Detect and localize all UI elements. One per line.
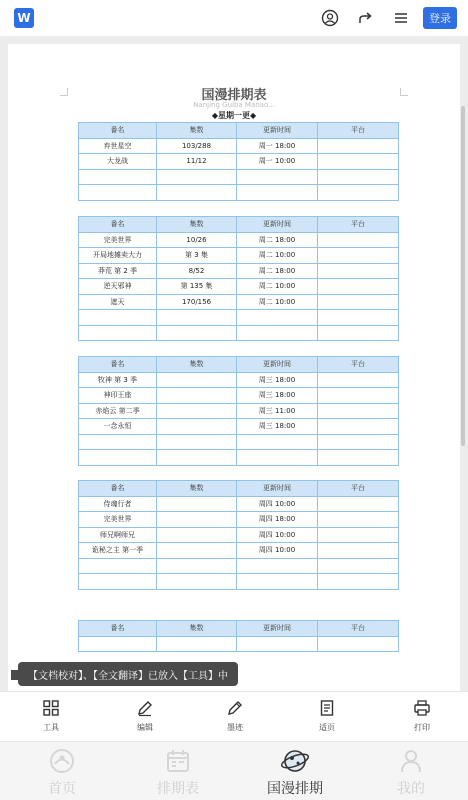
table-cell xyxy=(157,310,237,326)
table-cell xyxy=(157,434,237,450)
table-cell xyxy=(157,169,237,185)
planet-icon xyxy=(280,746,310,776)
pencil-icon xyxy=(225,698,245,718)
table-cell: 周三 18:00 xyxy=(237,419,318,435)
table-row xyxy=(79,279,399,295)
tool-label: 工具 xyxy=(43,723,59,732)
table-cell: 开局地摊卖大力 xyxy=(79,248,157,264)
table-cell: 周二 18:00 xyxy=(237,232,318,248)
nav-item-schedule[interactable] xyxy=(133,746,223,798)
table-cell xyxy=(157,574,237,590)
column-header: 平台 xyxy=(318,621,399,637)
table-cell: 103/288 xyxy=(157,138,237,154)
share-icon[interactable] xyxy=(356,8,376,28)
table-cell xyxy=(157,512,237,528)
table-row xyxy=(79,434,399,450)
table-cell xyxy=(318,543,399,559)
column-header: 更新时间 xyxy=(237,357,318,373)
table-row xyxy=(79,450,399,466)
tool-label: 适页 xyxy=(319,723,335,732)
table-cell xyxy=(237,169,318,185)
table-row xyxy=(79,388,399,404)
column-header: 集数 xyxy=(157,481,237,497)
table-header-row xyxy=(79,217,399,233)
table-cell xyxy=(157,496,237,512)
table-cell xyxy=(318,279,399,295)
calendar-icon xyxy=(163,746,193,776)
table-cell xyxy=(318,294,399,310)
table-cell xyxy=(318,450,399,466)
table-cell xyxy=(157,636,237,652)
table-cell: 周四 10:00 xyxy=(237,496,318,512)
table-cell: 周一 10:00 xyxy=(237,154,318,170)
column-header: 更新时间 xyxy=(237,481,318,497)
table-cell xyxy=(79,169,157,185)
table-cell xyxy=(318,574,399,590)
table-cell xyxy=(318,512,399,528)
table-row xyxy=(79,310,399,326)
table-cell xyxy=(157,543,237,559)
nav-label: 排期表 xyxy=(157,781,199,797)
table-header-row xyxy=(79,123,399,139)
table-cell: 周二 18:00 xyxy=(237,263,318,279)
schedule-table xyxy=(78,356,399,466)
table-cell xyxy=(79,558,157,574)
table-cell xyxy=(157,372,237,388)
page-fit-icon xyxy=(317,698,337,718)
table-row xyxy=(79,232,399,248)
table-cell xyxy=(318,310,399,326)
weekday-heading: ◆星期一更◆ xyxy=(211,111,257,120)
toast-message: 【文档校对】、【全文翻译】已放入【工具】中 xyxy=(18,662,238,686)
table-row xyxy=(79,403,399,419)
table-row xyxy=(79,169,399,185)
table-cell xyxy=(237,434,318,450)
table-cell xyxy=(318,185,399,201)
table-cell xyxy=(318,558,399,574)
table-cell: 周四 18:00 xyxy=(237,512,318,528)
table-header-row xyxy=(79,621,399,637)
table-row xyxy=(79,527,399,543)
table-cell xyxy=(157,388,237,404)
document-subtitle: Nanjing Guiba Manao... xyxy=(193,101,275,109)
table-cell xyxy=(79,434,157,450)
table-cell xyxy=(318,248,399,264)
table-cell: 周二 10:00 xyxy=(237,294,318,310)
table-cell xyxy=(79,185,157,201)
schedule-table xyxy=(78,216,399,341)
tool-label: 编辑 xyxy=(137,723,153,732)
nav-item-home[interactable] xyxy=(17,746,107,798)
schedule-table xyxy=(78,122,399,201)
table-row xyxy=(79,185,399,201)
table-cell: 周三 11:00 xyxy=(237,403,318,419)
table-cell xyxy=(318,403,399,419)
table-cell xyxy=(318,388,399,404)
table-cell: 11/12 xyxy=(157,154,237,170)
tool-label: 墨迹 xyxy=(227,723,243,732)
column-header: 番名 xyxy=(79,123,157,139)
table-cell xyxy=(237,558,318,574)
table-cell xyxy=(237,636,318,652)
table-cell xyxy=(157,185,237,201)
table-cell: 周三 18:00 xyxy=(237,388,318,404)
table-cell xyxy=(318,138,399,154)
table-cell xyxy=(237,450,318,466)
table-row xyxy=(79,543,399,559)
table-cell xyxy=(237,185,318,201)
table-row xyxy=(79,558,399,574)
bottom-navigation xyxy=(0,741,468,800)
table-cell: 神印王座 xyxy=(79,388,157,404)
nav-label: 我的 xyxy=(397,781,425,797)
table-cell: 逆天邪神 xyxy=(79,279,157,295)
table-cell: 完美世界 xyxy=(79,512,157,528)
table-cell: 赤焰云 第二季 xyxy=(79,403,157,419)
column-header: 平台 xyxy=(318,481,399,497)
table-cell xyxy=(79,450,157,466)
column-header: 番名 xyxy=(79,217,157,233)
column-header: 更新时间 xyxy=(237,217,318,233)
table-cell xyxy=(318,496,399,512)
table-cell: 8/52 xyxy=(157,263,237,279)
column-header: 集数 xyxy=(157,217,237,233)
table-cell xyxy=(237,310,318,326)
table-cell xyxy=(318,232,399,248)
nav-item-guoman-schedule[interactable] xyxy=(250,746,340,798)
table-cell: 弃世星空 xyxy=(79,138,157,154)
table-row xyxy=(79,372,399,388)
table-row xyxy=(79,419,399,435)
tool-button-edit[interactable] xyxy=(115,698,175,733)
column-header: 集数 xyxy=(157,621,237,637)
column-header: 更新时间 xyxy=(237,123,318,139)
home-icon xyxy=(47,746,77,776)
column-header: 番名 xyxy=(79,357,157,373)
table-row xyxy=(79,138,399,154)
table-header-row xyxy=(79,357,399,373)
table-row xyxy=(79,294,399,310)
table-cell xyxy=(79,310,157,326)
table-cell xyxy=(157,558,237,574)
table-cell: 周四 10:00 xyxy=(237,527,318,543)
table-row xyxy=(79,248,399,264)
table-cell: 第 3 集 xyxy=(157,248,237,264)
table-cell xyxy=(318,434,399,450)
top-bar xyxy=(0,0,468,36)
nav-item-profile[interactable] xyxy=(366,746,456,798)
table-cell: 周四 10:00 xyxy=(237,543,318,559)
table-row xyxy=(79,574,399,590)
table-cell xyxy=(157,527,237,543)
printer-icon xyxy=(412,698,432,718)
table-row xyxy=(79,512,399,528)
table-cell xyxy=(318,527,399,543)
table-cell xyxy=(79,325,157,341)
tool-button-print[interactable] xyxy=(392,698,452,733)
tool-button-ink[interactable] xyxy=(205,698,265,733)
table-cell: 大龙战 xyxy=(79,154,157,170)
table-cell xyxy=(157,419,237,435)
login-button[interactable]: 登录 xyxy=(423,7,457,29)
table-row xyxy=(79,496,399,512)
nav-label: 首页 xyxy=(48,781,76,797)
profile-icon xyxy=(396,746,426,776)
table-cell: 第 135 集 xyxy=(157,279,237,295)
table-row xyxy=(79,154,399,170)
column-header: 平台 xyxy=(318,357,399,373)
table-cell xyxy=(157,450,237,466)
app-logo: W xyxy=(14,8,34,28)
table-cell: 170/156 xyxy=(157,294,237,310)
column-header: 集数 xyxy=(157,123,237,139)
nav-label: 国漫排期 xyxy=(267,781,323,797)
table-cell xyxy=(157,403,237,419)
table-cell xyxy=(318,154,399,170)
tool-label: 打印 xyxy=(414,723,430,732)
bottom-toolbar xyxy=(0,691,468,741)
table-cell: 周一 18:00 xyxy=(237,138,318,154)
menu-icon[interactable] xyxy=(391,8,411,28)
table-cell xyxy=(79,636,157,652)
table-cell xyxy=(318,636,399,652)
column-header: 番名 xyxy=(79,621,157,637)
table-cell xyxy=(318,372,399,388)
table-header-row xyxy=(79,481,399,497)
table-cell xyxy=(157,325,237,341)
document-title: 国漫排期表 xyxy=(201,88,267,103)
table-cell: 一念永恒 xyxy=(79,419,157,435)
table-cell xyxy=(318,419,399,435)
table-cell: 周三 18:00 xyxy=(237,372,318,388)
table-cell xyxy=(79,574,157,590)
table-cell: 周二 10:00 xyxy=(237,279,318,295)
table-cell: 周二 10:00 xyxy=(237,248,318,264)
table-cell xyxy=(237,574,318,590)
table-cell xyxy=(237,325,318,341)
grid-icon xyxy=(41,698,61,718)
table-cell xyxy=(318,325,399,341)
scrollbar[interactable] xyxy=(461,106,465,446)
table-row xyxy=(79,325,399,341)
table-row xyxy=(79,636,399,652)
tool-button-fit-page[interactable] xyxy=(297,698,357,733)
table-cell: 莽荒 第 2 季 xyxy=(79,263,157,279)
table-cell xyxy=(318,263,399,279)
table-row xyxy=(79,263,399,279)
column-header: 番名 xyxy=(79,481,157,497)
pen-icon xyxy=(135,698,155,718)
column-header: 平台 xyxy=(318,123,399,139)
document-page xyxy=(8,44,460,691)
table-cell: 侍魂行者 xyxy=(79,496,157,512)
column-header: 更新时间 xyxy=(237,621,318,637)
column-header: 集数 xyxy=(157,357,237,373)
table-cell xyxy=(318,169,399,185)
table-cell: 诡秘之主 第一季 xyxy=(79,543,157,559)
avatar-icon[interactable] xyxy=(320,8,340,28)
column-header: 平台 xyxy=(318,217,399,233)
table-cell: 遮天 xyxy=(79,294,157,310)
schedule-table xyxy=(78,480,399,590)
table-cell: 完美世界 xyxy=(79,232,157,248)
table-cell: 牧神 第 3 季 xyxy=(79,372,157,388)
table-cell: 师兄啊师兄 xyxy=(79,527,157,543)
document-viewer[interactable] xyxy=(0,36,468,691)
tool-button-tools[interactable] xyxy=(21,698,81,733)
schedule-table xyxy=(78,620,399,652)
table-cell: 10/26 xyxy=(157,232,237,248)
